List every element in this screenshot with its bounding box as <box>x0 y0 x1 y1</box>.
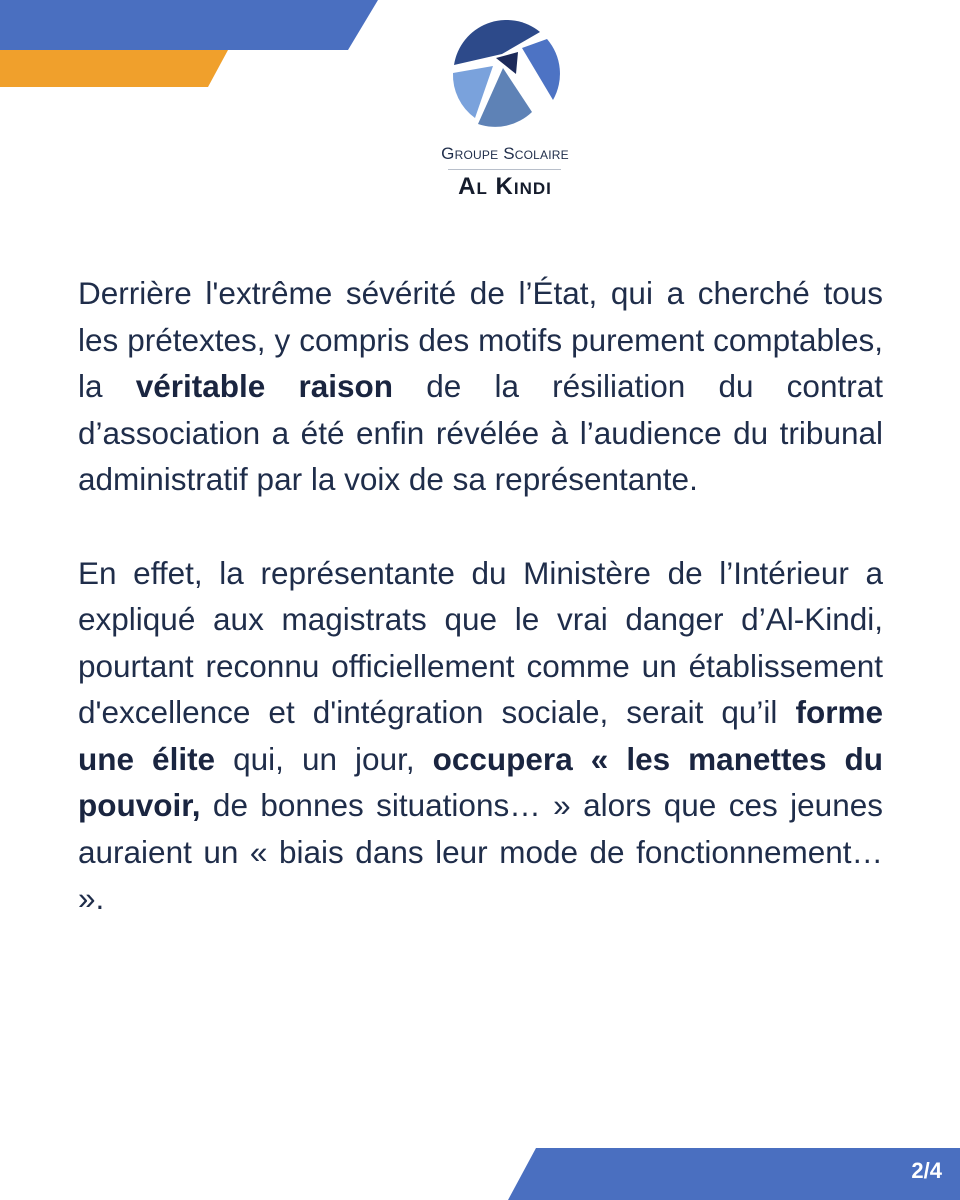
bold-text-segment: véritable raison <box>135 368 394 404</box>
paragraph-2 <box>78 550 883 922</box>
logo-text-line2: Al Kindi <box>458 173 552 200</box>
logo-text-line1: Groupe Scolaire <box>441 144 569 163</box>
article-body <box>78 270 883 969</box>
logo-divider <box>448 169 561 170</box>
bold-text-segment: occupera « les manettes du pouvoir, <box>78 740 883 823</box>
text-segment: Derrière l'extrême sévérité de l’État, qui a cherché tous les prétextes, y compris des motifs purement comptables, la <box>78 275 883 404</box>
text-segment: de bonnes situations… » alors que ces jeunes auraient un « biais dans leur mode de fonctionnement… ». <box>78 787 883 916</box>
logo-circle-icon <box>450 20 562 132</box>
bold-text-segment: forme une élite <box>78 694 883 777</box>
text-segment: qui, un jour, <box>215 740 433 777</box>
text-segment: de la résiliation du contrat d’association a été enfin révélée à l’audience du tribunal administratif par la voix de sa représentante. <box>78 368 883 497</box>
school-logo <box>0 0 960 220</box>
text-segment: En effet, la représentante du Ministère de l’Intérieur a expliqué aux magistrats que le vrai danger d’Al-Kindi, pourtant reconnu officiellement comme un établissement d'excellence et d'intégration sociale, serait qu’il <box>78 554 883 730</box>
paragraph-1 <box>78 270 883 503</box>
page-indicator: 2/4 <box>911 1158 942 1183</box>
bottom-right-stripe <box>500 1148 960 1200</box>
